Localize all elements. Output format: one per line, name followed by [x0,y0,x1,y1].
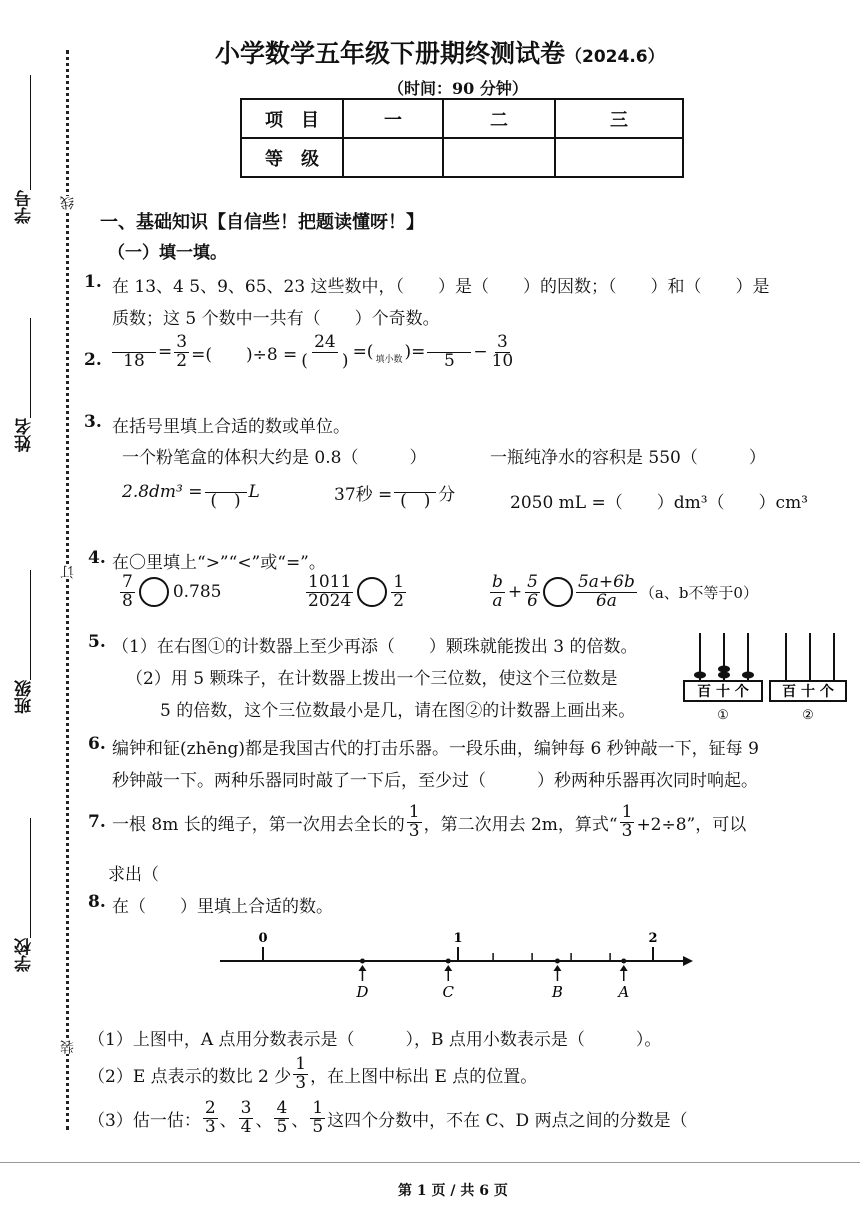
decimal-hint: 填小数 [375,354,403,365]
table-cell: 二 [443,99,555,138]
svg-text:百 十 个: 百 十 个 [782,684,834,700]
abacus-bead [742,672,754,679]
q4-prompt: 在〇里填上“>”“<”或“=”。 [112,553,326,573]
number-line-point [555,959,560,964]
question-number: 4. [88,548,106,568]
class-line [30,570,31,680]
fraction: $\frac{24}{( )}$ [301,332,349,371]
q5-part1: （1）在右图①的计数器上至少再添（ ）颗珠就能拨出 3 的倍数。 [112,637,638,657]
abacus-bead [718,672,730,679]
number-line-point [360,959,365,964]
q7-line1: 一根 8m 长的绳子，第一次用去全长的 $\frac{1}{3}$ ，第二次用去 2m，算式“ $\frac{1}{3}$ +2÷8”，可以 [112,802,747,841]
table-row [241,99,683,138]
q8-part1: （1）上图中，A 点用分数表示是（ ），B 点用小数表示是（ ）。 [88,1030,662,1050]
q5-part2a: （2）用 5 颗珠子，在计数器上拨出一个三位数，使这个三位数是 [126,669,618,689]
q3-item-b: 一瓶纯净水的容积是 550（ ） [490,448,766,468]
q3-item-c2: 37秒 = ( ) 分 [334,474,455,511]
number-line-tick-label: 2 [648,931,658,946]
binding-dotted-line [66,50,69,1130]
question-number: 1. [84,272,102,292]
abacus-figures [680,625,850,725]
point-arrowhead [358,965,366,971]
fraction: $\frac{3}{2}$ [176,332,188,371]
number-line [215,925,695,1005]
page-footer: 第 1 页 / 共 6 页 [398,1183,508,1199]
q6-line2: 秒钟敲一下。两种乐器同时敲了一下后，至少过（ ）秒两种乐器再次同时响起。 [112,771,758,791]
question-number: 2. [84,350,102,370]
class-label: 班级 [15,680,35,714]
q3-item-c1: 2.8dm³ = ( ) L [122,474,260,511]
q3-item-a: 一个粉笔盒的体积大约是 0.8（ ） [122,448,427,468]
number-line-point [621,959,626,964]
number-line-tick-label: 1 [453,931,463,946]
table-cell: 三 [555,99,683,138]
binding-mark-xian: 线 [60,196,76,210]
q4-compare-c: $\frac{b}{a}$ + $\frac{5}{6}$ $\frac{5a+6b}{6a}$ （a、b不等于0） [492,572,758,611]
number-line-point [446,959,451,964]
student-id-label: 学号 [15,190,35,224]
compare-circle[interactable] [139,577,169,607]
binding-mark-zhuang: 装 [60,1040,76,1054]
svg-text:①: ① [717,708,729,723]
question-number: 8. [88,892,106,912]
abacus-2[interactable] [770,633,846,723]
school-line [30,818,31,938]
q3-item-c3: 2050 mL =（ ）dm³（ ）cm³ [510,493,808,513]
q1-line1: 在 13、4 5、9、65、23 这些数中，（ ）是（ ）的因数；（ ）和（ ）是 [112,277,770,297]
page-title: 小学数学五年级下册期终测试卷（2024.6） [215,39,665,68]
q8-part2: （2）E 点表示的数比 2 少 $\frac{1}{3}$ ，在上图中标出 E 点的位置。 [88,1054,538,1093]
q7-line2: 求出（ [108,865,159,885]
number-line-tick-label: 0 [258,931,268,946]
number-line-point-label: A [618,983,630,1001]
abacus-bead [694,672,706,679]
q8-prompt: 在（ ）里填上合适的数。 [112,897,333,917]
exam-duration: （时间：90 分钟） [388,79,528,98]
table-cell: 一 [343,99,443,138]
question-number: 5. [88,632,106,652]
question-number: 6. [88,734,106,754]
number-line-point-label: D [356,983,369,1001]
svg-text:百 十 个: 百 十 个 [697,684,749,700]
q4-compare-b: $\frac{1011}{2024}$ $\frac{1}{2}$ [308,572,405,611]
q4-compare-a: $\frac{7}{8}$ 0.785 [122,572,222,611]
grade-cell[interactable] [555,138,683,177]
q2-equation: 18 = $\frac{3}{2}$ =( )÷8 = $\frac{24}{( )}$ =( 填小数 )= 5 − $\frac{3}{10}$ [112,334,515,371]
exam-date: （2024.6） [565,47,665,67]
subsection-heading: （一）填一填。 [108,243,227,263]
abacus-1 [684,633,762,723]
student-id-line [30,75,31,190]
compare-circle[interactable] [543,577,573,607]
table-cell: 等 级 [241,138,343,177]
binding-mark-ding: 订 [60,565,76,579]
q8-part3: （3）估一估： $\frac{2}{3}$ 、 $\frac{3}{4}$ 、 $\frac{4}{5}$ 、 $\frac{1}{5}$ 这四个分数中，不在 C、D 两点之间的分数是（ [88,1098,688,1137]
point-arrowhead [620,965,628,971]
compare-circle[interactable] [357,577,387,607]
q1-line2: 质数；这 5 个数中一共有（ ）个奇数。 [112,309,440,329]
question-number: 7. [88,812,106,832]
name-line [30,318,31,418]
q5-part2b: 5 的倍数，这个三位数最小是几，请在图②的计数器上画出来。 [160,701,636,721]
point-arrowhead [444,965,452,971]
q3-prompt: 在括号里填上合适的数或单位。 [112,417,350,437]
table-row [241,138,683,177]
number-line-point-label: C [442,983,454,1001]
fraction: 18 [112,334,156,371]
footer-divider [0,1162,860,1163]
grade-cell[interactable] [443,138,555,177]
point-arrowhead [553,965,561,971]
svg-text:②: ② [802,708,814,723]
q6-line1: 编钟和钲(zhēng)都是我国古代的打击乐器。一段乐曲，编钟每 6 秒钟敲一下，钲每 9 [112,739,759,759]
number-line-point-label: B [551,983,563,1001]
fraction: 5 [427,334,471,371]
school-label: 学校 [15,938,35,972]
abacus-bead [718,666,730,673]
grade-cell[interactable] [343,138,443,177]
grade-table [240,98,684,178]
section-heading: 一、基础知识【自信些！把题读懂呀！】 [100,212,424,233]
name-label: 姓名 [15,418,35,452]
table-cell: 项 目 [241,99,343,138]
question-number: 3. [84,412,102,432]
fraction: $\frac{3}{10}$ [491,332,514,371]
